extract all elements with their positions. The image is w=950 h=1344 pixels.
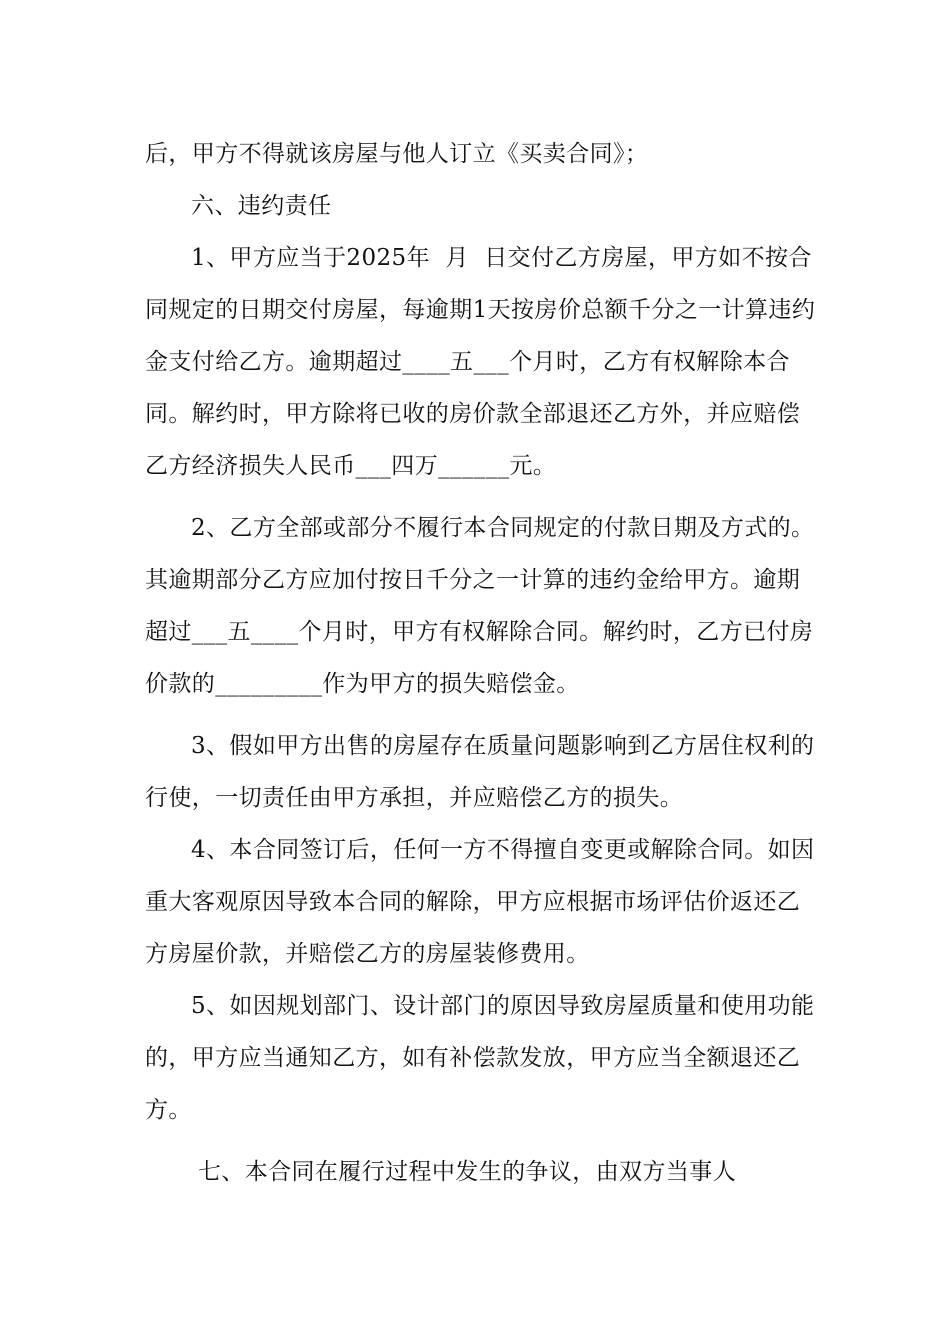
clause-5: 5、如因规划部门、设计部门的原因导致房屋质量和使用功能的，甲方应当通知乙方，如有补偿款发放，甲方应当全额退还乙方。 [145,993,815,1123]
section-heading-breach-liability: 六、违约责任 [191,193,332,219]
clause-2: 2、乙方全部或部分不履行本合同规定的付款日期及方式的。其逾期部分乙方应加付按日千分之一计算的违约金给甲方。逾期超过___五____个月时，甲方有权解除合同。解约时，乙方已付房价款的_________作为甲方的损失赔偿金。 [145,515,815,697]
clause-4: 4、本合同签订后，任何一方不得擅自变更或解除合同。如因重大客观原因导致本合同的解除，甲方应根据市场评估价返还乙方房屋价款，并赔偿乙方的房屋装修费用。 [145,837,815,967]
paragraph-continuation: 后，甲方不得就该房屋与他人订立《买卖合同》； [145,141,649,167]
document-body [145,128,820,1198]
clause-1: 1、甲方应当于2025年 月 日交付乙方房屋，甲方如不按合同规定的日期交付房屋，每逾期1天按房价总额千分之一计算违约金支付给乙方。逾期超过____五___个月时，乙方有权解除本合同。解约时，甲方除将已收的房价款全部退还乙方外，并应赔偿乙方经济损失人民币___四万______元。 [145,245,816,479]
section-heading-disputes: 七、本合同在履行过程中发生的争议，由双方当事人 [197,1159,737,1185]
clause-3: 3、假如甲方出售的房屋存在质量问题影响到乙方居住权利的行使，一切责任由甲方承担，并应赔偿乙方的损失。 [145,733,815,811]
